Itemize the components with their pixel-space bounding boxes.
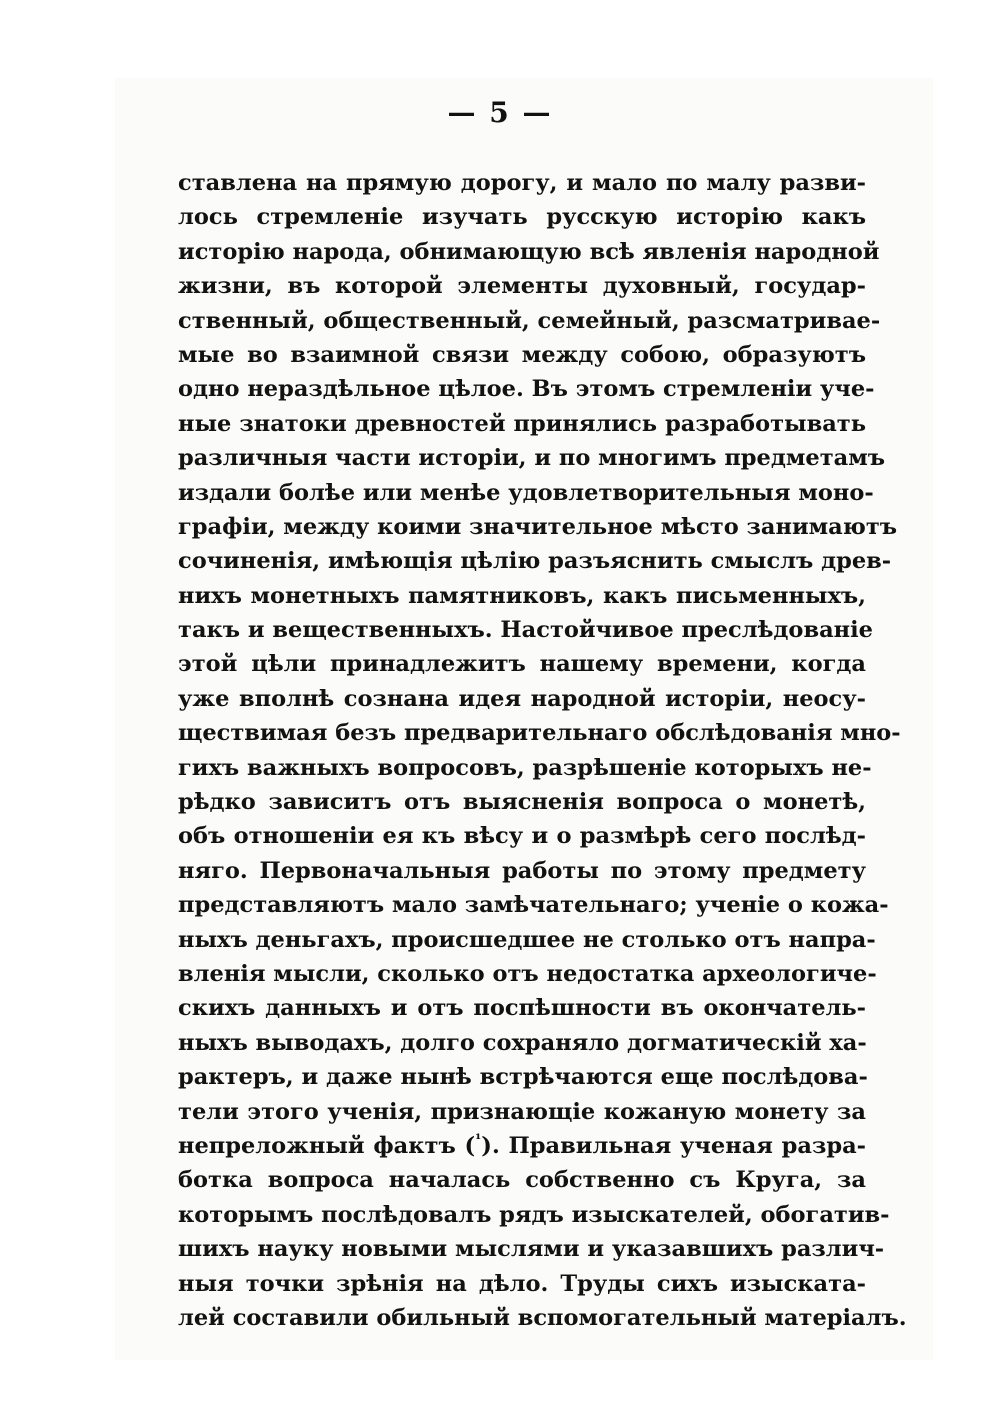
footnote-reference[interactable]: ¹ <box>475 1131 482 1148</box>
text-line: ботка вопроса началась собственно съ Круга, за <box>178 1167 866 1194</box>
text-line: такъ и вещественныхъ. Настойчивое преслѣдованіе <box>178 617 873 644</box>
text-line: жизни, въ которой элементы духовный, государ- <box>178 273 866 300</box>
text-line: няго. Первоначальныя работы по этому предмету <box>178 857 866 884</box>
text-line: мые во взаимной связи между собою, образуютъ <box>178 341 866 368</box>
text-line: издали болѣе или менѣе удовлетворительныя моно- <box>178 479 874 506</box>
footnote-text-line <box>178 1129 866 1163</box>
text-line: шихъ науку новыми мыслями и указавшихъ различ- <box>178 1236 885 1263</box>
text-line: ные знатоки древностей принялись разработывать <box>178 410 866 437</box>
text-line: ныхъ выводахъ, долго сохраняло догматическій ха- <box>178 1029 867 1056</box>
footnote-line-before: непреложный фактъ ( <box>178 1132 476 1159</box>
text-line: гихъ важныхъ вопросовъ, разрѣшеніе которыхъ не- <box>178 754 872 781</box>
text-line: уже вполнѣ сознана идея народной исторіи, неосу- <box>178 685 866 712</box>
text-line: вленія мысли, сколько отъ недостатка археологиче- <box>178 960 877 987</box>
text-line: исторію народа, обнимающую всѣ явленія народной <box>178 238 880 265</box>
text-line: ществимая безъ предварительнаго обслѣдованія мно- <box>178 720 901 747</box>
text-line: представляютъ мало замѣчательнаго; ученіе о кожа- <box>178 892 889 919</box>
text-line: объ отношеніи ея къ вѣсу и о размѣрѣ сего послѣд- <box>178 823 866 850</box>
text-line: ственный, общественный, семейный, разсматривае- <box>178 307 881 334</box>
text-line: ныя точки зрѣнія на дѣло. Труды сихъ изыската- <box>178 1270 866 1297</box>
text-line: различныя части исторіи, и по многимъ предметамъ <box>178 445 886 472</box>
text-line: тели этого ученія, признающіе кожаную монету за <box>178 1098 866 1125</box>
text-line: рактеръ, и даже нынѣ встрѣчаются еще послѣдова- <box>178 1064 868 1091</box>
text-line: сочиненія, имѣющія цѣлію разъяснить смыслъ древ- <box>178 548 892 575</box>
text-line: скихъ данныхъ и отъ поспѣшности въ окончатель- <box>178 995 866 1022</box>
text-line: которымъ послѣдовалъ рядъ изыскателей, обогатив- <box>178 1201 890 1228</box>
footnote-line-after: ). Правильная ученая разра- <box>481 1132 866 1159</box>
text-line: лей составили обильный вспомогательный матеріалъ. <box>178 1304 907 1331</box>
text-line: этой цѣли принадлежитъ нашему времени, когда <box>178 651 866 678</box>
text-line: нихъ монетныхъ памятниковъ, какъ письменныхъ, <box>178 582 866 609</box>
text-line: ныхъ деньгахъ, происшедшее не столько отъ напра- <box>178 926 876 953</box>
text-line: лось стремленіе изучать русскую исторію какъ <box>178 204 866 231</box>
body-text <box>178 166 907 1335</box>
text-line: рѣдко зависитъ отъ выясненія вопроса о монетѣ, <box>178 789 866 816</box>
text-line: ставлена на прямую дорогу, и мало по малу разви- <box>178 170 866 196</box>
text-line: одно нераздѣльное цѣлое. Въ этомъ стремленіи уче- <box>178 376 875 403</box>
text-line: графіи, между коими значительное мѣсто занимаютъ <box>178 513 898 540</box>
page-number: — 5 — <box>447 96 553 129</box>
